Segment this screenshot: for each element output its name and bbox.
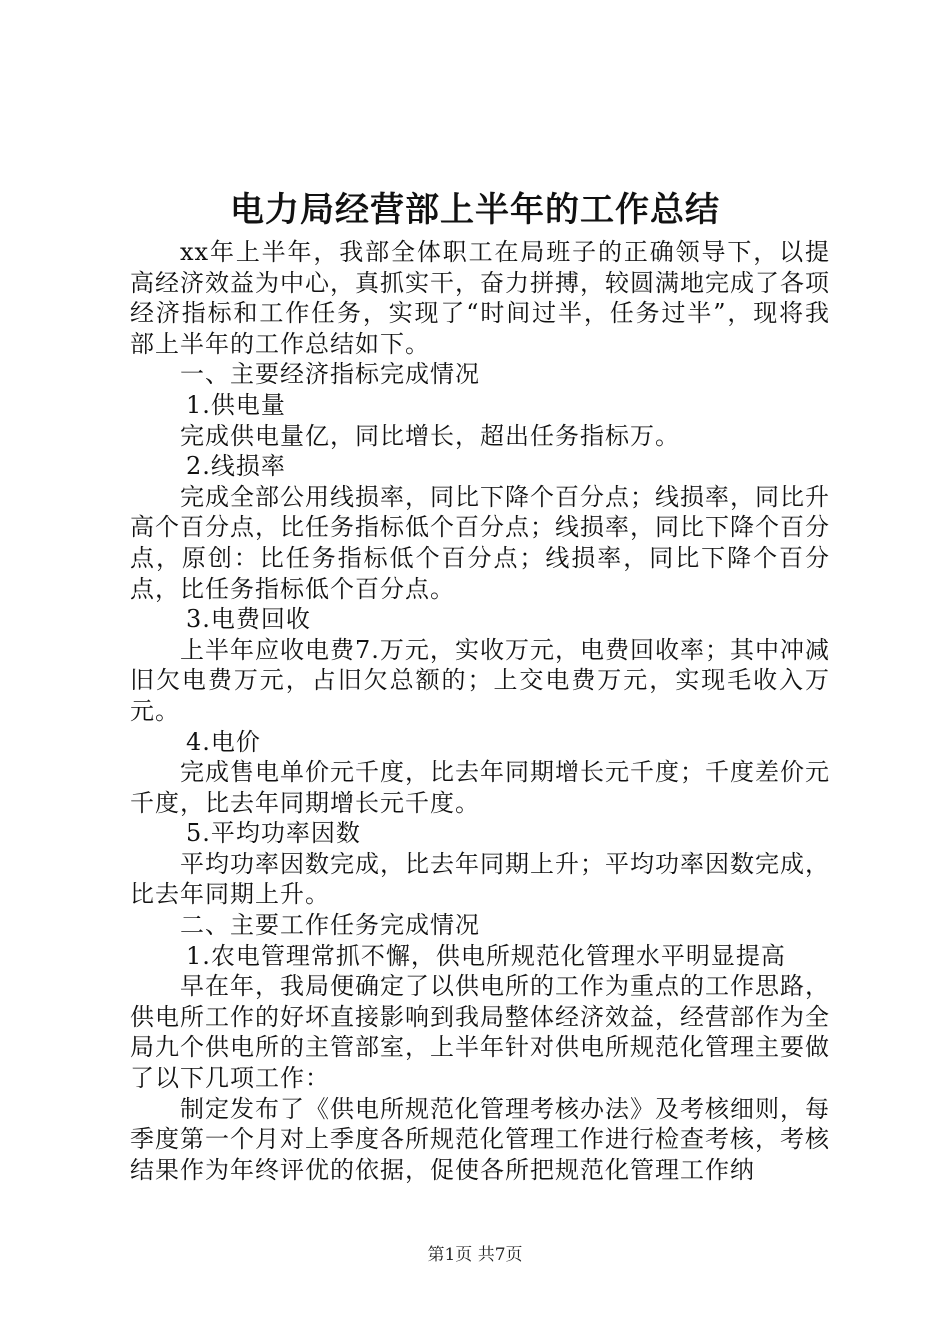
paragraph-fee-collection: 上半年应收电费7.万元，实收万元，电费回收率；其中冲减旧欠电费万元，占旧欠总额的；上交电费万元，实现毛收入万元。 [130, 635, 830, 725]
subheading-fee-collection: 3.电费回收 [186, 605, 311, 634]
paragraph-rural-management: 早在年，我局便确定了以供电所的工作为重点的工作思路，供电所工作的好坏直接影响到我局整体经济效益，经营部作为全局九个供电所的主管部室，上半年针对供电所规范化管理主要做了以下几项工作： [130, 972, 830, 1093]
document-body [130, 237, 830, 1185]
paragraph-power-factor: 平均功率因数完成，比去年同期上升；平均功率因数完成，比去年同期上升。 [130, 849, 830, 909]
subheading-power-supply: 1.供电量 [186, 390, 286, 419]
subheading-rural-management: 1.农电管理常抓不懈，供电所规范化管理水平明显提高 [186, 941, 786, 970]
paragraph-power-supply: 完成供电量亿，同比增长，超出任务指标万。 [180, 421, 680, 450]
section-heading-2: 二、主要工作任务完成情况 [180, 911, 480, 940]
subheading-price: 4.电价 [186, 727, 261, 756]
paragraph-assessment: 制定发布了《供电所规范化管理考核办法》及考核细则，每季度第一个月对上季度各所规范化管理工作进行检查考核，考核结果作为年终评优的依据，促使各所把规范化管理工作纳 [130, 1094, 830, 1184]
section-heading-1: 一、主要经济指标完成情况 [180, 360, 480, 389]
paragraph-intro: xx年上半年，我部全体职工在局班子的正确领导下，以提高经济效益为中心，真抓实干，奋力拼搏，较圆满地完成了各项经济指标和工作任务，实现了“时间过半，任务过半”，现将我部上半年的工作总结如下。 [130, 238, 830, 358]
document-title: 电力局经营部上半年的工作总结 [230, 190, 720, 230]
paragraph-price: 完成售电单价元千度，比去年同期增长元千度；千度差价元千度，比去年同期增长元千度。 [130, 758, 830, 817]
paragraph-line-loss: 完成全部公用线损率，同比下降个百分点；线损率，同比升高个百分点，比任务指标低个百分点；线损率，同比下降个百分点，原创：比任务指标低个百分点；线损率，同比下降个百分点，比任务指标低个百分点。 [130, 482, 830, 603]
subheading-line-loss: 2.线损率 [186, 452, 286, 481]
page-number-footer: 第1页 共7页 [427, 1245, 523, 1265]
subheading-power-factor: 5.平均功率因数 [186, 819, 361, 848]
